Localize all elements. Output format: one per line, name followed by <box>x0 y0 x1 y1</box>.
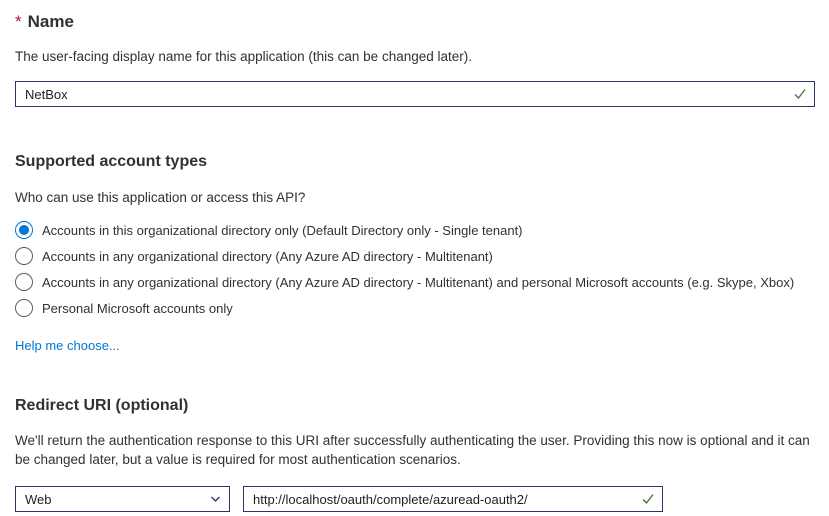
chevron-down-icon <box>209 493 222 506</box>
name-label: Name <box>27 12 74 31</box>
redirect-uri-input[interactable] <box>243 486 663 512</box>
account-types-question: Who can use this application or access this API? <box>15 190 306 205</box>
radio-option-label: Accounts in this organizational directory only (Default Directory only - Single tenant) <box>42 222 523 238</box>
radio-option-label: Accounts in any organizational directory (Any Azure AD directory - Multitenant) <box>42 248 493 264</box>
required-asterisk: * <box>15 12 22 31</box>
radio-option-multitenant[interactable] <box>15 243 814 269</box>
name-section-heading <box>15 12 814 32</box>
radio-button-icon[interactable] <box>15 221 33 239</box>
name-input-value: NetBox <box>25 86 68 102</box>
radio-button-icon[interactable] <box>15 299 33 317</box>
checkmark-icon <box>793 87 807 101</box>
redirect-uri-value: http://localhost/oauth/complete/azuread-oauth2/ <box>253 491 528 507</box>
platform-select[interactable] <box>15 486 230 512</box>
account-types-radio-group <box>15 217 814 321</box>
radio-option-label: Personal Microsoft accounts only <box>42 300 233 316</box>
radio-option-multitenant-personal[interactable] <box>15 269 814 295</box>
name-input[interactable] <box>15 81 815 107</box>
radio-option-single-tenant[interactable] <box>15 217 814 243</box>
checkmark-icon <box>641 492 655 506</box>
radio-button-icon[interactable] <box>15 247 33 265</box>
radio-option-label: Accounts in any organizational directory (Any Azure AD directory - Multitenant) and personal Microsoft accounts (e.g. Skype, Xbox) <box>42 274 795 290</box>
radio-button-icon[interactable] <box>15 273 33 291</box>
radio-option-personal-only[interactable] <box>15 295 814 321</box>
redirect-uri-description: We'll return the authentication response to this URI after successfully authenticating the user. Providing this now is optional and it can be changed later, but a value is required for most authentication scenarios. <box>15 433 810 467</box>
platform-select-value: Web <box>25 491 52 507</box>
name-description: The user-facing display name for this application (this can be changed later). <box>15 49 472 64</box>
help-me-choose-link[interactable]: Help me choose... <box>15 338 120 353</box>
account-types-heading: Supported account types <box>15 153 208 170</box>
redirect-uri-row <box>15 486 814 512</box>
redirect-uri-heading: Redirect URI (optional) <box>15 397 189 414</box>
